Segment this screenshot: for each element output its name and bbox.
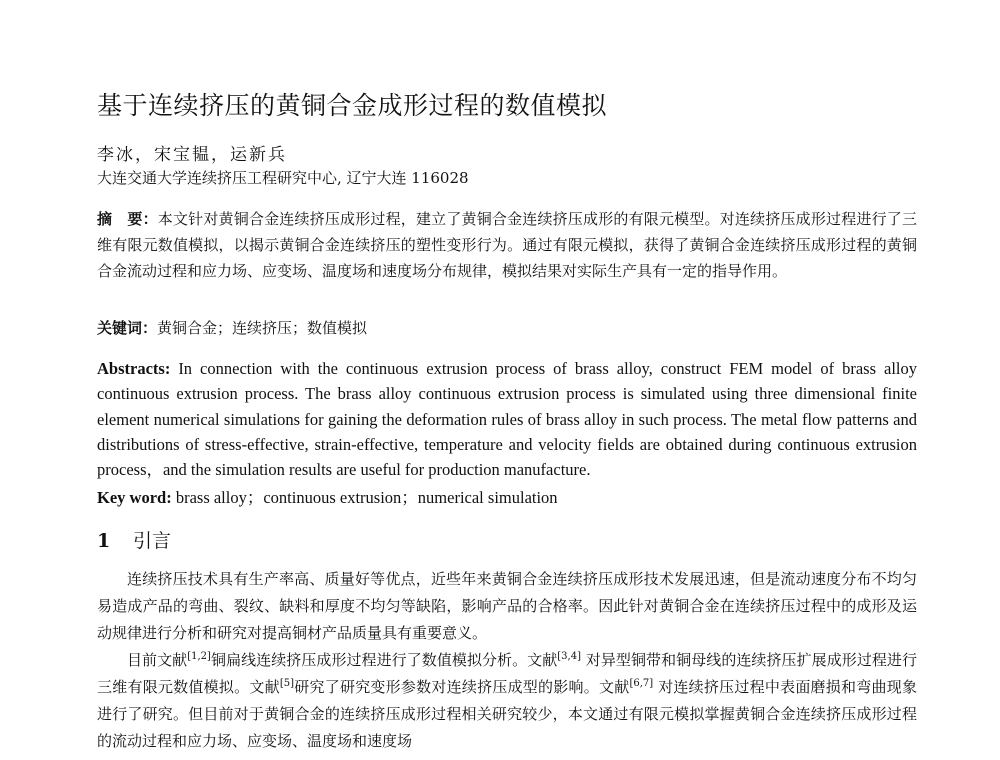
keywords-english	[97, 484, 558, 508]
abstract-en-label: Abstracts:	[97, 359, 171, 378]
section-number: 1	[97, 530, 111, 552]
author-list: 李冰，宋宝韫，运新兵	[97, 145, 287, 165]
citation-3-4[interactable]: [3,4]	[557, 651, 581, 662]
citation-1-2[interactable]: [1,2]	[187, 651, 211, 662]
body-text	[97, 566, 917, 755]
keywords-cn-text: 黄铜合金；连续挤压；数值模拟	[157, 319, 368, 337]
citation-6-7[interactable]: [6,7]	[629, 678, 654, 689]
paragraph-1: 连续挤压技术具有生产率高、质量好等优点，近些年来黄铜合金连续挤压成形技术发展迅速，但是流动速度分布不均匀易造成产品的弯曲、裂纹、缺料和厚度不均匀等缺陷，影响产品的合格率。因此针对黄铜合金在连续挤压过程中的成形及运动规律进行分析和研究对提高铜材产品质量具有重要意义。	[97, 570, 917, 642]
paper-title: 基于连续挤压的黄铜合金成形过程的数值模拟	[97, 91, 608, 120]
keywords-chinese	[97, 317, 367, 338]
p2-segment-c: 对异型铜带和铜母线的连续挤压扩展成形过程进行三维有限元数值模拟。文献	[97, 651, 917, 696]
p2-segment-b: 铜扁线连续挤压成形过程进行了数值模拟分析。文献	[210, 651, 558, 669]
abstract-en-text: In connection with the continuous extrusion process of brass alloy, construct FEM model of brass alloy continuous extrusion process. The brass alloy continuous extrusion process is simulated using three dimensional finite element numerical simulations for gaining the deformation rules of brass alloy in such process. The metal flow patterns and distributions of stress-effective, strain-effective, temperature and velocity fields are obtained during continuous extrusion process，and the simulation results are useful for production manufacture.	[97, 359, 917, 480]
abstract-cn-text: 本文针对黄铜合金连续挤压成形过程，建立了黄铜合金连续挤压成形的有限元模型。对连续挤压成形过程进行了三维有限元数值模拟，以揭示黄铜合金连续挤压的塑性变形行为。通过有限元模拟，获得了黄铜合金连续挤压成形过程的黄铜合金流动过程和应力场、应变场、温度场和速度场分布规律，模拟结果对实际生产具有一定的指导作用。	[97, 210, 917, 280]
p2-segment-d: 研究了研究变形参数对连续挤压成型的影响。文献	[294, 678, 630, 696]
abstract-cn-label: 摘 要：	[97, 210, 158, 228]
abstract-chinese	[97, 206, 917, 284]
keywords-en-text: brass alloy；continuous extrusion；numerical simulation	[175, 488, 558, 507]
keywords-en-label: Key word:	[97, 488, 172, 507]
abstract-english	[97, 356, 917, 482]
section-title: 引言	[133, 530, 172, 552]
paragraph-2	[97, 647, 917, 755]
p2-segment-e: 对连续挤压过程中表面磨损和弯曲现象进行了研究。但目前对于黄铜合金的连续挤压成形过程相关研究较少，本文通过有限元模拟掌握黄铜合金连续挤压成形过程的流动过程和应力场、应变场、温度场和速度场	[97, 678, 917, 750]
section-heading-introduction	[97, 526, 171, 553]
keywords-cn-label: 关键词：	[97, 319, 158, 337]
citation-5[interactable]: [5]	[279, 678, 295, 689]
p2-segment-a: 目前文献	[127, 651, 188, 669]
affiliation: 大连交通大学连续挤压工程研究中心, 辽宁大连 116028	[97, 169, 469, 187]
